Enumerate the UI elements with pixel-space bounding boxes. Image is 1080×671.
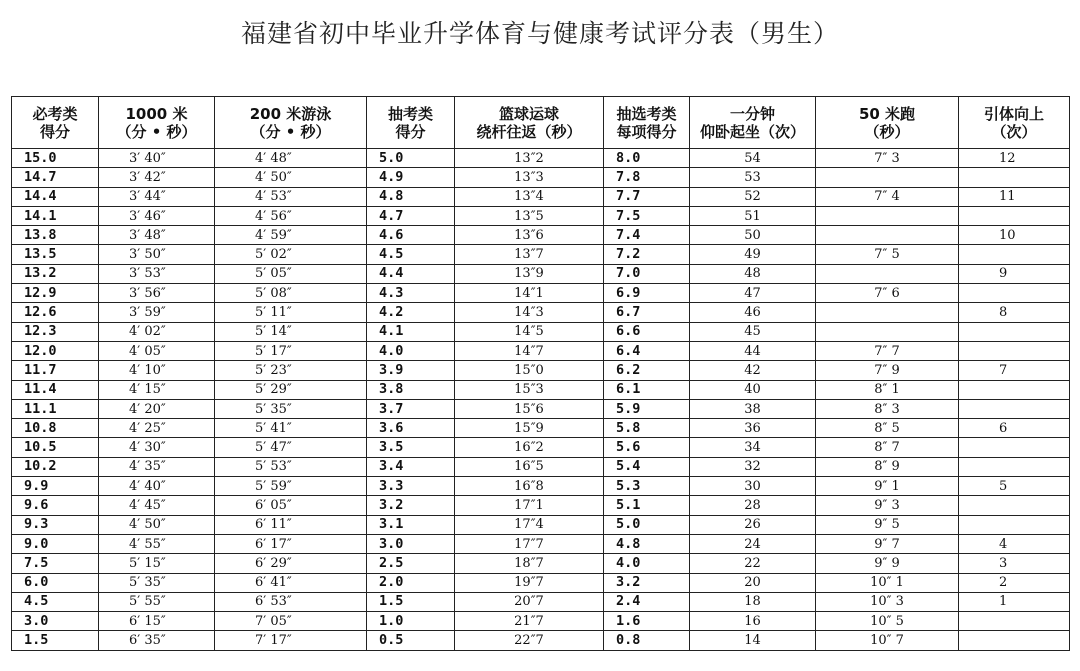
table-row <box>12 149 1070 168</box>
cell-situps: 47 <box>690 284 816 303</box>
cell-50m-run: 10″ 7 <box>816 631 959 650</box>
cell-basketball-dribble: 20″7 <box>455 592 604 611</box>
cell-basketball-dribble: 13″3 <box>455 168 604 187</box>
table-row <box>12 226 1070 245</box>
cell-50m-run: 8″ 3 <box>816 399 959 418</box>
table-row <box>12 322 1070 341</box>
table-row <box>12 573 1070 592</box>
table-row <box>12 477 1070 496</box>
cell-50m-run: 8″ 9 <box>816 457 959 476</box>
cell-200m-swim: 5′ 53″ <box>215 457 367 476</box>
cell-200m-swim: 5′ 47″ <box>215 438 367 457</box>
cell-pullups: 4 <box>959 534 1070 553</box>
cell-200m-swim: 7′ 17″ <box>215 631 367 650</box>
cell-situps: 18 <box>690 592 816 611</box>
cell-elective-score: 1.6 <box>604 612 690 631</box>
cell-sampled-score: 1.0 <box>367 612 455 631</box>
cell-50m-run: 7″ 3 <box>816 149 959 168</box>
cell-1000m: 3′ 53″ <box>99 264 215 283</box>
cell-situps: 54 <box>690 149 816 168</box>
cell-1000m: 4′ 05″ <box>99 341 215 360</box>
cell-50m-run: 7″ 5 <box>816 245 959 264</box>
cell-200m-swim: 6′ 11″ <box>215 515 367 534</box>
cell-compulsory-score: 1.5 <box>12 631 99 650</box>
table-row <box>12 496 1070 515</box>
cell-situps: 42 <box>690 361 816 380</box>
cell-pullups: 12 <box>959 149 1070 168</box>
header-200m-swim: 200 米游泳 （分 • 秒） <box>215 97 367 149</box>
cell-200m-swim: 5′ 02″ <box>215 245 367 264</box>
cell-pullups <box>959 168 1070 187</box>
cell-50m-run <box>816 264 959 283</box>
cell-situps: 26 <box>690 515 816 534</box>
cell-50m-run: 10″ 3 <box>816 592 959 611</box>
cell-basketball-dribble: 16″8 <box>455 477 604 496</box>
cell-situps: 14 <box>690 631 816 650</box>
cell-basketball-dribble: 19″7 <box>455 573 604 592</box>
cell-50m-run: 7″ 9 <box>816 361 959 380</box>
table-row <box>12 361 1070 380</box>
table-row <box>12 438 1070 457</box>
table-row <box>12 380 1070 399</box>
cell-elective-score: 6.6 <box>604 322 690 341</box>
table-row <box>12 612 1070 631</box>
cell-elective-score: 6.1 <box>604 380 690 399</box>
cell-situps: 16 <box>690 612 816 631</box>
cell-pullups: 10 <box>959 226 1070 245</box>
cell-compulsory-score: 11.4 <box>12 380 99 399</box>
cell-elective-score: 7.4 <box>604 226 690 245</box>
cell-50m-run: 9″ 5 <box>816 515 959 534</box>
cell-elective-score: 5.8 <box>604 419 690 438</box>
cell-basketball-dribble: 15″0 <box>455 361 604 380</box>
cell-elective-score: 4.8 <box>604 534 690 553</box>
cell-sampled-score: 3.8 <box>367 380 455 399</box>
table-row <box>12 284 1070 303</box>
cell-compulsory-score: 12.6 <box>12 303 99 322</box>
header-1000m: 1000 米 （分 • 秒） <box>99 97 215 149</box>
cell-elective-score: 6.7 <box>604 303 690 322</box>
cell-basketball-dribble: 14″3 <box>455 303 604 322</box>
cell-sampled-score: 4.6 <box>367 226 455 245</box>
cell-basketball-dribble: 14″7 <box>455 341 604 360</box>
cell-1000m: 4′ 10″ <box>99 361 215 380</box>
cell-sampled-score: 0.5 <box>367 631 455 650</box>
cell-50m-run <box>816 168 959 187</box>
cell-200m-swim: 4′ 50″ <box>215 168 367 187</box>
table-row <box>12 303 1070 322</box>
cell-sampled-score: 3.1 <box>367 515 455 534</box>
header-situps: 一分钟 仰卧起坐（次） <box>690 97 816 149</box>
cell-situps: 32 <box>690 457 816 476</box>
cell-basketball-dribble: 15″9 <box>455 419 604 438</box>
cell-sampled-score: 3.3 <box>367 477 455 496</box>
cell-1000m: 4′ 50″ <box>99 515 215 534</box>
cell-1000m: 3′ 59″ <box>99 303 215 322</box>
cell-elective-score: 6.2 <box>604 361 690 380</box>
cell-basketball-dribble: 22″7 <box>455 631 604 650</box>
cell-situps: 24 <box>690 534 816 553</box>
cell-compulsory-score: 14.4 <box>12 187 99 206</box>
cell-200m-swim: 5′ 17″ <box>215 341 367 360</box>
cell-200m-swim: 6′ 53″ <box>215 592 367 611</box>
cell-50m-run: 8″ 7 <box>816 438 959 457</box>
cell-basketball-dribble: 13″2 <box>455 149 604 168</box>
cell-200m-swim: 6′ 29″ <box>215 554 367 573</box>
cell-sampled-score: 4.5 <box>367 245 455 264</box>
cell-compulsory-score: 13.2 <box>12 264 99 283</box>
cell-pullups: 6 <box>959 419 1070 438</box>
cell-50m-run: 9″ 7 <box>816 534 959 553</box>
cell-situps: 51 <box>690 206 816 225</box>
cell-200m-swim: 5′ 23″ <box>215 361 367 380</box>
cell-200m-swim: 4′ 59″ <box>215 226 367 245</box>
cell-1000m: 6′ 35″ <box>99 631 215 650</box>
cell-50m-run <box>816 206 959 225</box>
cell-50m-run: 9″ 9 <box>816 554 959 573</box>
cell-50m-run: 10″ 1 <box>816 573 959 592</box>
cell-sampled-score: 2.5 <box>367 554 455 573</box>
cell-pullups <box>959 245 1070 264</box>
cell-pullups <box>959 341 1070 360</box>
cell-compulsory-score: 14.1 <box>12 206 99 225</box>
header-sampled-score: 抽考类 得分 <box>367 97 455 149</box>
cell-elective-score: 7.2 <box>604 245 690 264</box>
cell-situps: 40 <box>690 380 816 399</box>
cell-basketball-dribble: 13″6 <box>455 226 604 245</box>
cell-pullups <box>959 496 1070 515</box>
cell-situps: 28 <box>690 496 816 515</box>
cell-elective-score: 2.4 <box>604 592 690 611</box>
cell-pullups <box>959 457 1070 476</box>
cell-pullups <box>959 399 1070 418</box>
cell-pullups <box>959 284 1070 303</box>
cell-sampled-score: 3.2 <box>367 496 455 515</box>
header-elective-score: 抽选考类 每项得分 <box>604 97 690 149</box>
cell-basketball-dribble: 13″9 <box>455 264 604 283</box>
cell-elective-score: 5.4 <box>604 457 690 476</box>
cell-sampled-score: 4.2 <box>367 303 455 322</box>
cell-elective-score: 6.9 <box>604 284 690 303</box>
cell-compulsory-score: 10.2 <box>12 457 99 476</box>
cell-situps: 49 <box>690 245 816 264</box>
cell-pullups <box>959 612 1070 631</box>
cell-1000m: 4′ 55″ <box>99 534 215 553</box>
cell-1000m: 5′ 35″ <box>99 573 215 592</box>
cell-1000m: 4′ 45″ <box>99 496 215 515</box>
cell-compulsory-score: 10.8 <box>12 419 99 438</box>
cell-200m-swim: 5′ 05″ <box>215 264 367 283</box>
cell-basketball-dribble: 14″1 <box>455 284 604 303</box>
cell-elective-score: 5.1 <box>604 496 690 515</box>
table-row <box>12 341 1070 360</box>
cell-sampled-score: 3.0 <box>367 534 455 553</box>
cell-compulsory-score: 13.8 <box>12 226 99 245</box>
cell-situps: 48 <box>690 264 816 283</box>
cell-200m-swim: 6′ 17″ <box>215 534 367 553</box>
cell-200m-swim: 5′ 14″ <box>215 322 367 341</box>
cell-situps: 38 <box>690 399 816 418</box>
cell-50m-run <box>816 322 959 341</box>
cell-1000m: 4′ 40″ <box>99 477 215 496</box>
page-title: 福建省初中毕业升学体育与健康考试评分表（男生） <box>240 19 839 48</box>
cell-compulsory-score: 3.0 <box>12 612 99 631</box>
cell-situps: 36 <box>690 419 816 438</box>
cell-1000m: 3′ 44″ <box>99 187 215 206</box>
cell-compulsory-score: 7.5 <box>12 554 99 573</box>
cell-compulsory-score: 9.3 <box>12 515 99 534</box>
cell-200m-swim: 6′ 41″ <box>215 573 367 592</box>
cell-compulsory-score: 15.0 <box>12 149 99 168</box>
cell-pullups: 2 <box>959 573 1070 592</box>
cell-sampled-score: 5.0 <box>367 149 455 168</box>
cell-situps: 22 <box>690 554 816 573</box>
cell-50m-run: 7″ 7 <box>816 341 959 360</box>
cell-sampled-score: 4.9 <box>367 168 455 187</box>
cell-sampled-score: 4.3 <box>367 284 455 303</box>
cell-basketball-dribble: 13″7 <box>455 245 604 264</box>
cell-200m-swim: 5′ 08″ <box>215 284 367 303</box>
cell-1000m: 3′ 50″ <box>99 245 215 264</box>
cell-1000m: 3′ 56″ <box>99 284 215 303</box>
cell-basketball-dribble: 15″6 <box>455 399 604 418</box>
cell-elective-score: 7.7 <box>604 187 690 206</box>
header-50m-run: 50 米跑 （秒） <box>816 97 959 149</box>
cell-1000m: 6′ 15″ <box>99 612 215 631</box>
cell-200m-swim: 6′ 05″ <box>215 496 367 515</box>
cell-sampled-score: 4.8 <box>367 187 455 206</box>
cell-1000m: 5′ 55″ <box>99 592 215 611</box>
cell-basketball-dribble: 16″2 <box>455 438 604 457</box>
cell-1000m: 4′ 15″ <box>99 380 215 399</box>
cell-50m-run <box>816 303 959 322</box>
cell-basketball-dribble: 13″5 <box>455 206 604 225</box>
cell-sampled-score: 3.4 <box>367 457 455 476</box>
cell-compulsory-score: 9.6 <box>12 496 99 515</box>
cell-basketball-dribble: 17″4 <box>455 515 604 534</box>
cell-pullups <box>959 515 1070 534</box>
table-row <box>12 187 1070 206</box>
cell-compulsory-score: 9.0 <box>12 534 99 553</box>
header-compulsory-score: 必考类 得分 <box>12 97 99 149</box>
cell-pullups <box>959 206 1070 225</box>
cell-elective-score: 7.5 <box>604 206 690 225</box>
cell-basketball-dribble: 15″3 <box>455 380 604 399</box>
cell-basketball-dribble: 17″1 <box>455 496 604 515</box>
cell-1000m: 5′ 15″ <box>99 554 215 573</box>
cell-sampled-score: 4.0 <box>367 341 455 360</box>
cell-situps: 34 <box>690 438 816 457</box>
cell-1000m: 4′ 25″ <box>99 419 215 438</box>
cell-50m-run <box>816 226 959 245</box>
cell-situps: 45 <box>690 322 816 341</box>
header-basketball-dribble: 篮球运球 绕杆往返（秒） <box>455 97 604 149</box>
cell-pullups: 9 <box>959 264 1070 283</box>
cell-200m-swim: 5′ 35″ <box>215 399 367 418</box>
header-row <box>12 97 1070 149</box>
cell-pullups <box>959 322 1070 341</box>
cell-elective-score: 5.6 <box>604 438 690 457</box>
cell-pullups: 7 <box>959 361 1070 380</box>
cell-situps: 53 <box>690 168 816 187</box>
table-row <box>12 515 1070 534</box>
cell-sampled-score: 3.5 <box>367 438 455 457</box>
cell-compulsory-score: 4.5 <box>12 592 99 611</box>
cell-elective-score: 5.9 <box>604 399 690 418</box>
cell-50m-run: 7″ 4 <box>816 187 959 206</box>
cell-elective-score: 0.8 <box>604 631 690 650</box>
cell-200m-swim: 4′ 53″ <box>215 187 367 206</box>
cell-1000m: 4′ 30″ <box>99 438 215 457</box>
cell-sampled-score: 2.0 <box>367 573 455 592</box>
cell-elective-score: 5.0 <box>604 515 690 534</box>
cell-pullups: 11 <box>959 187 1070 206</box>
cell-basketball-dribble: 21″7 <box>455 612 604 631</box>
cell-200m-swim: 5′ 59″ <box>215 477 367 496</box>
cell-1000m: 4′ 02″ <box>99 322 215 341</box>
table-row <box>12 168 1070 187</box>
cell-situps: 44 <box>690 341 816 360</box>
cell-sampled-score: 4.1 <box>367 322 455 341</box>
cell-50m-run: 10″ 5 <box>816 612 959 631</box>
cell-50m-run: 9″ 1 <box>816 477 959 496</box>
cell-pullups <box>959 438 1070 457</box>
cell-compulsory-score: 9.9 <box>12 477 99 496</box>
cell-1000m: 4′ 20″ <box>99 399 215 418</box>
cell-50m-run: 9″ 3 <box>816 496 959 515</box>
cell-pullups: 5 <box>959 477 1070 496</box>
cell-compulsory-score: 12.3 <box>12 322 99 341</box>
cell-elective-score: 6.4 <box>604 341 690 360</box>
cell-1000m: 3′ 42″ <box>99 168 215 187</box>
cell-elective-score: 7.0 <box>604 264 690 283</box>
cell-basketball-dribble: 16″5 <box>455 457 604 476</box>
cell-200m-swim: 4′ 48″ <box>215 149 367 168</box>
cell-sampled-score: 4.7 <box>367 206 455 225</box>
cell-compulsory-score: 14.7 <box>12 168 99 187</box>
cell-situps: 46 <box>690 303 816 322</box>
cell-pullups <box>959 380 1070 399</box>
header-pullups: 引体向上 （次） <box>959 97 1070 149</box>
cell-1000m: 3′ 48″ <box>99 226 215 245</box>
cell-1000m: 3′ 40″ <box>99 149 215 168</box>
cell-basketball-dribble: 13″4 <box>455 187 604 206</box>
cell-compulsory-score: 11.7 <box>12 361 99 380</box>
cell-1000m: 4′ 35″ <box>99 457 215 476</box>
cell-200m-swim: 5′ 11″ <box>215 303 367 322</box>
cell-sampled-score: 1.5 <box>367 592 455 611</box>
cell-sampled-score: 3.9 <box>367 361 455 380</box>
cell-situps: 52 <box>690 187 816 206</box>
cell-compulsory-score: 6.0 <box>12 573 99 592</box>
table-row <box>12 554 1070 573</box>
cell-situps: 30 <box>690 477 816 496</box>
table-row <box>12 592 1070 611</box>
table-row <box>12 419 1070 438</box>
cell-elective-score: 7.8 <box>604 168 690 187</box>
cell-200m-swim: 4′ 56″ <box>215 206 367 225</box>
table-row <box>12 245 1070 264</box>
scoring-table <box>11 96 1070 651</box>
cell-50m-run: 8″ 1 <box>816 380 959 399</box>
table-body <box>12 149 1070 651</box>
cell-sampled-score: 3.6 <box>367 419 455 438</box>
cell-50m-run: 8″ 5 <box>816 419 959 438</box>
cell-compulsory-score: 12.9 <box>12 284 99 303</box>
cell-elective-score: 5.3 <box>604 477 690 496</box>
table-row <box>12 534 1070 553</box>
cell-200m-swim: 5′ 41″ <box>215 419 367 438</box>
cell-pullups: 3 <box>959 554 1070 573</box>
cell-basketball-dribble: 14″5 <box>455 322 604 341</box>
cell-sampled-score: 4.4 <box>367 264 455 283</box>
cell-200m-swim: 7′ 05″ <box>215 612 367 631</box>
cell-basketball-dribble: 18″7 <box>455 554 604 573</box>
table-row <box>12 399 1070 418</box>
cell-situps: 50 <box>690 226 816 245</box>
cell-pullups: 8 <box>959 303 1070 322</box>
table-row <box>12 457 1070 476</box>
cell-pullups: 1 <box>959 592 1070 611</box>
table-row <box>12 264 1070 283</box>
cell-elective-score: 4.0 <box>604 554 690 573</box>
cell-elective-score: 8.0 <box>604 149 690 168</box>
cell-situps: 20 <box>690 573 816 592</box>
cell-compulsory-score: 11.1 <box>12 399 99 418</box>
cell-1000m: 3′ 46″ <box>99 206 215 225</box>
table-row <box>12 206 1070 225</box>
cell-200m-swim: 5′ 29″ <box>215 380 367 399</box>
cell-elective-score: 3.2 <box>604 573 690 592</box>
cell-50m-run: 7″ 6 <box>816 284 959 303</box>
cell-basketball-dribble: 17″7 <box>455 534 604 553</box>
cell-pullups <box>959 631 1070 650</box>
cell-compulsory-score: 13.5 <box>12 245 99 264</box>
cell-sampled-score: 3.7 <box>367 399 455 418</box>
cell-compulsory-score: 12.0 <box>12 341 99 360</box>
table-row <box>12 631 1070 650</box>
cell-compulsory-score: 10.5 <box>12 438 99 457</box>
